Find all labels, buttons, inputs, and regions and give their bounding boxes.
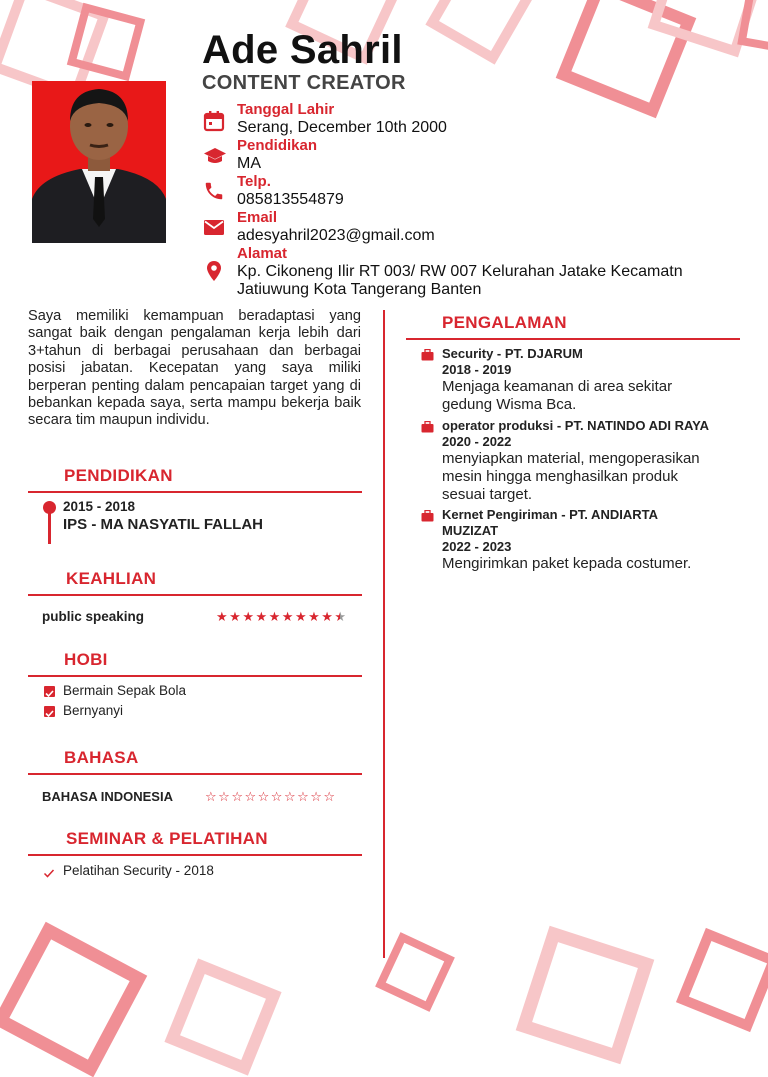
skill-name: public speaking — [42, 609, 145, 624]
languages-heading: BAHASA — [64, 748, 139, 767]
job-description: sesuai target. — [442, 486, 533, 503]
star-icon: ★ — [334, 609, 347, 624]
decor-square — [164, 958, 281, 1075]
star-icon: ★ — [268, 609, 281, 624]
job-years: 2020 - 2022 — [442, 434, 512, 449]
education-heading: PENDIDIKAN — [64, 466, 173, 485]
job-years: 2018 - 2019 — [442, 362, 512, 377]
star-icon: ☆ — [218, 789, 230, 804]
hobby-item: Bernyanyi — [63, 703, 124, 718]
section-divider — [28, 491, 362, 493]
job-description: Mengirimkan paket kepada costumer. — [442, 555, 692, 572]
job-description: Menjaga keamanan di area sekitar — [442, 378, 673, 395]
star-icon: ★ — [255, 609, 268, 624]
star-icon: ☆ — [244, 789, 257, 804]
section-divider — [28, 675, 362, 677]
star-icon: ★ — [229, 609, 241, 624]
decor-square — [375, 932, 455, 1012]
star-icon: ★ — [308, 609, 320, 624]
star-icon: ☆ — [205, 789, 217, 804]
decor-square — [676, 928, 768, 1032]
check-icon — [43, 866, 55, 878]
star-icon: ☆ — [323, 789, 336, 804]
skills-heading: KEAHLIAN — [66, 569, 157, 588]
job-title: Security - PT. DJARUM — [442, 346, 583, 361]
decor-square — [516, 926, 655, 1065]
star-icon: ★ — [321, 609, 333, 624]
job-title: operator produksi - PT. NATINDO ADI RAYA — [442, 418, 710, 433]
star-icon: ☆ — [297, 789, 309, 804]
education-school: IPS - MA NASYATIL FALLAH — [63, 516, 264, 533]
education-value: MA — [237, 155, 261, 172]
address-label: Alamat — [237, 245, 288, 262]
seminars-heading: SEMINAR & PELATIHAN — [66, 829, 268, 848]
decor-square — [0, 922, 147, 1077]
decor-square — [425, 0, 534, 65]
email-icon — [203, 216, 225, 238]
star-icon: ★ — [216, 609, 228, 624]
star-icon: ☆ — [257, 789, 270, 804]
job-years: 2022 - 2023 — [442, 539, 512, 554]
language-name: BAHASA INDONESIA — [42, 789, 173, 804]
star-icon: ★ — [242, 609, 254, 624]
briefcase-icon — [421, 348, 434, 366]
timeline-dot — [43, 501, 56, 514]
hobbies-heading: HOBI — [64, 650, 108, 669]
briefcase-icon — [421, 420, 434, 438]
star-icon: ★ — [281, 609, 294, 624]
birth-date-value: Serang, December 10th 2000 — [237, 119, 447, 136]
job-title: Kernet Pengiriman - PT. ANDIARTA — [442, 507, 658, 522]
language-rating — [205, 790, 335, 804]
profile-summary: Saya memiliki kemampuan beradaptasi yang sangat baik dengan pengalaman kerja lebih dari 3+tahun di berbagai perusahaan dan berbagai posisi jabatan. Kecepatan yang saya miliki berperan penting dalam pencapaian target yang di bebankan kepada saya, serta mampu bekerja baik secara tim maupun individu. — [28, 308, 361, 429]
email-label: Email — [237, 209, 278, 226]
checkbox-icon — [44, 706, 55, 717]
education-label: Pendidikan — [237, 137, 318, 154]
phone-value: 085813554879 — [237, 191, 344, 208]
person-name: Ade Sahril — [202, 28, 403, 72]
skill-rating — [216, 610, 346, 624]
section-divider — [28, 854, 362, 856]
star-icon: ☆ — [310, 789, 322, 804]
job-title: CONTENT CREATOR — [202, 72, 406, 94]
section-divider — [406, 338, 740, 340]
job-description: gedung Wisma Bca. — [442, 396, 577, 413]
star-icon: ☆ — [283, 789, 296, 804]
hobby-item: Bermain Sepak Bola — [63, 683, 187, 698]
section-divider — [28, 773, 362, 775]
birth-date-label: Tanggal Lahir — [237, 101, 335, 118]
checkbox-icon — [44, 686, 55, 697]
education-years: 2015 - 2018 — [63, 499, 136, 514]
graduation-cap-icon — [203, 145, 225, 167]
job-description: mesin hingga menghasilkan produk — [442, 468, 678, 485]
column-divider — [383, 310, 385, 958]
experience-heading: PENGALAMAN — [442, 313, 567, 332]
job-title-continued: MUZIZAT — [442, 523, 499, 538]
briefcase-icon — [421, 509, 434, 527]
section-divider — [28, 594, 362, 596]
profile-photo — [32, 81, 166, 243]
phone-label: Telp. — [237, 173, 271, 190]
star-icon: ☆ — [231, 789, 243, 804]
seminar-item: Pelatihan Security - 2018 — [63, 863, 214, 878]
star-icon: ★ — [294, 609, 307, 624]
calendar-icon — [203, 110, 225, 132]
job-description: menyiapkan material, mengoperasikan — [442, 450, 700, 467]
phone-icon — [203, 180, 225, 202]
address-line-2: Jatiuwung Kota Tangerang Banten — [237, 281, 482, 298]
location-pin-icon — [203, 260, 225, 282]
star-icon: ☆ — [270, 789, 283, 804]
address-line-1: Kp. Cikoneng Ilir RT 003/ RW 007 Kelurahan Jatake Kecamatn — [237, 263, 683, 280]
email-value: adesyahril2023@gmail.com — [237, 227, 435, 244]
